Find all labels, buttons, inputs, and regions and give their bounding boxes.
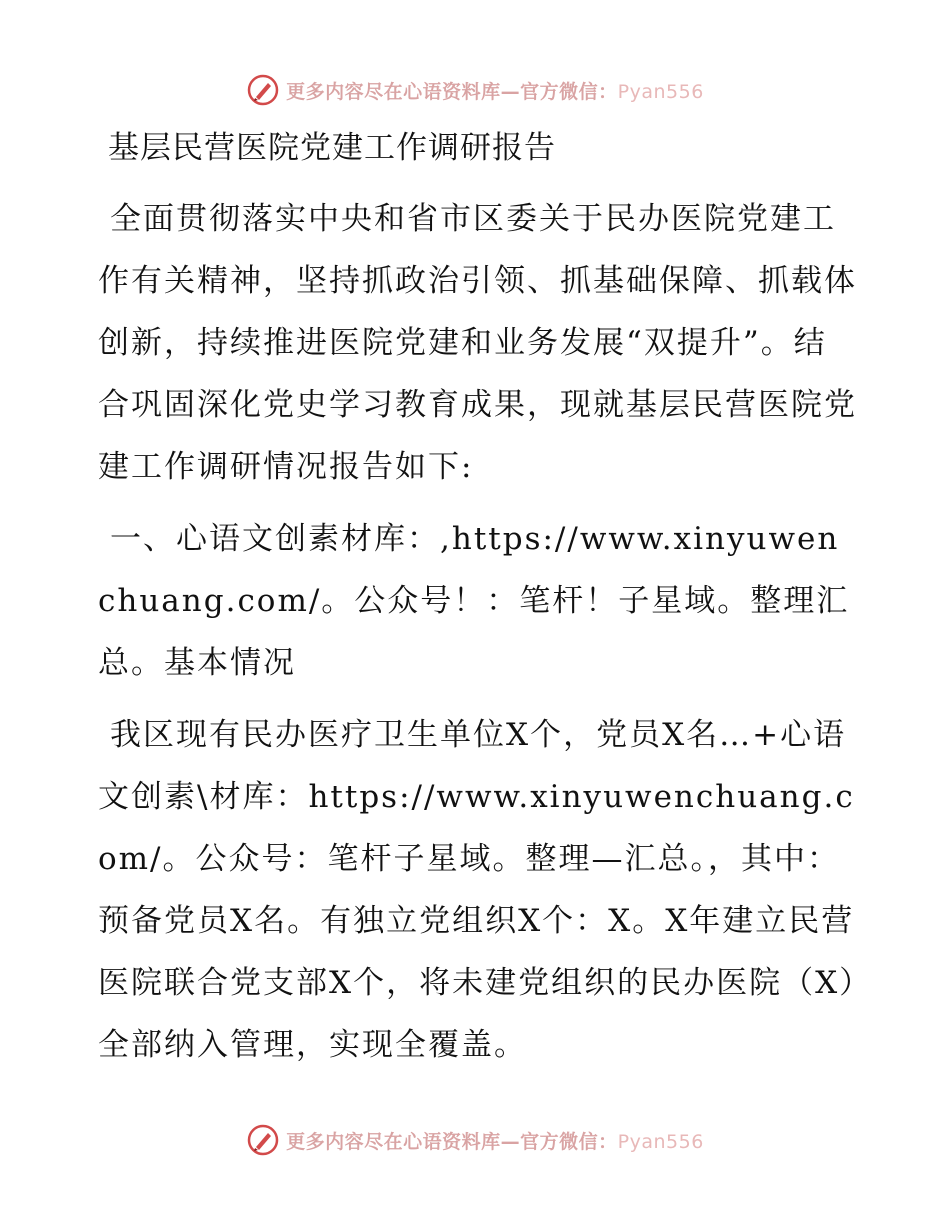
watermark-text: 更多内容尽在心语资料库—官方微信：Pyan556 bbox=[286, 1130, 704, 1153]
pen-nib-logo-icon bbox=[246, 1123, 280, 1157]
header-watermark bbox=[0, 70, 950, 110]
pen-nib-logo-icon bbox=[246, 73, 280, 107]
document-body bbox=[98, 122, 858, 1086]
paragraph-basic-situation: 我区现有民办医疗卫生单位X个，党员X名…+心语文创素\材库：https://www.xinyuwenchuang.com/。公众号：笔杆子星域。整理—汇总。，其中：预备党员X名。有独立党组织X个：X。X年建立民营医院联合党支部X个，将未建党组织的民办医院（X）全部纳入管理，实现全覆盖。 bbox=[98, 717, 857, 1063]
document-title: 基层民营医院党建工作调研报告 bbox=[108, 130, 556, 166]
paragraph-section-heading: 一、心语文创素材库：,https://www.xinyuwenchuang.com/。公众号！：笔杆！子星域。整理汇总。基本情况 bbox=[98, 521, 850, 681]
footer-watermark bbox=[0, 1120, 950, 1160]
watermark-handle: Pyan556 bbox=[617, 1130, 704, 1153]
watermark-handle: Pyan556 bbox=[617, 80, 704, 103]
watermark-text: 更多内容尽在心语资料库—官方微信：Pyan556 bbox=[286, 80, 704, 103]
paragraph-intro: 全面贯彻落实中央和省市区委关于民办医院党建工作有关精神，坚持抓政治引领、抓基础保障、抓载体创新，持续推进医院党建和业务发展“双提升”。结合巩固深化党史学习教育成果，现就基层民营医院党建工作调研情况报告如下: bbox=[98, 201, 857, 485]
